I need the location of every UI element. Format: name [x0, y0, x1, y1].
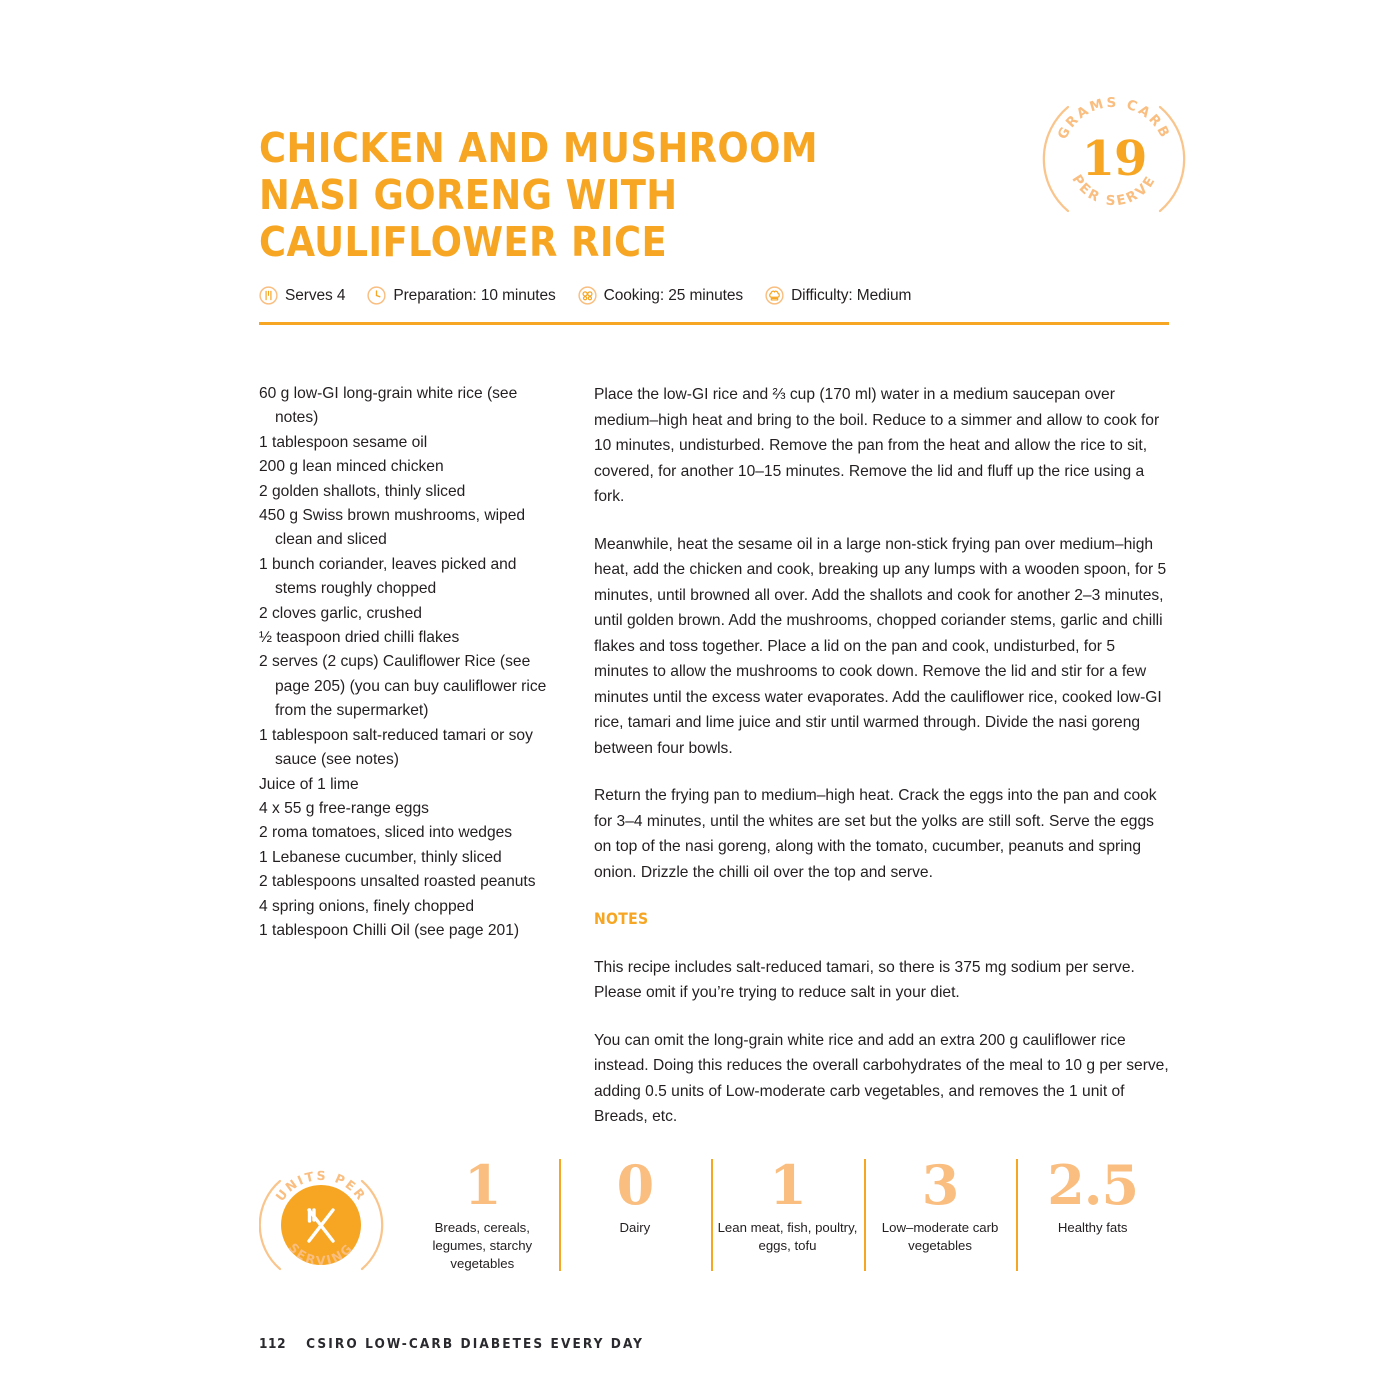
- stovetop-icon: [578, 286, 597, 305]
- meta-item-serves: [259, 286, 345, 305]
- unit-column-low-moderate-carb: [864, 1155, 1017, 1273]
- carb-badge-bottom-text: PER SERVE: [1068, 171, 1160, 210]
- ingredient-item: 4 spring onions, finely chopped: [259, 897, 474, 915]
- grams-carb-badge: [1040, 85, 1188, 233]
- method-paragraph: Place the low-GI rice and ⅔ cup (170 ml) water in a medium saucepan over medium–high heat and bring to the boil. Reduce to a simmer and allow to cook for 10 minutes, undisturbed. Remove the pan from the heat and allow the rice to sit, covered, for another 10–15 minutes. Remove the lid and fluff up the rice using a fork.: [594, 386, 1160, 505]
- units-per-serving-badge: [259, 1155, 384, 1295]
- carb-badge-value: 19: [1081, 131, 1147, 187]
- book-title: CSIRO LOW-CARB DIABETES EVERY DAY: [306, 1336, 645, 1352]
- unit-value: 3: [921, 1153, 959, 1217]
- recipe-meta-row: [259, 286, 1169, 305]
- units-badge-top-text: UNITS PER: [272, 1167, 370, 1204]
- chef-hat-icon: [765, 286, 784, 305]
- ingredient-item: ½ teaspoon dried chilli flakes: [259, 629, 460, 647]
- title-line-1: CHICKEN AND MUSHROOM: [259, 124, 819, 173]
- ingredient-item: 2 roma tomatoes, sliced into wedges: [259, 824, 513, 842]
- ingredient-item: 2 cloves garlic, crushed: [259, 604, 422, 622]
- ingredient-item: Juice of 1 lime: [259, 775, 359, 793]
- ingredients-list: [259, 382, 559, 943]
- ingredient-item: 450 g Swiss brown mushrooms, wiped clean and sliced: [259, 507, 526, 549]
- ingredient-item: 1 Lebanese cucumber, thinly sliced: [259, 848, 502, 866]
- unit-value: 2.5: [1047, 1153, 1139, 1217]
- ingredient-item: 1 tablespoon Chilli Oil (see page 201): [259, 921, 520, 939]
- method-column: [594, 382, 1170, 1130]
- meta-label-serves: Serves 4: [285, 286, 346, 304]
- method-paragraph: Return the frying pan to medium–high heat. Crack the eggs into the pan and cook for 3–4 minutes, until the whites are set but the yolks are still soft. Serve the eggs on top of the nasi goreng, along with the tomato, cucumber, peanuts and spring onion. Drizzle the chilli oil over the top and serve.: [594, 787, 1157, 881]
- unit-columns: [406, 1155, 1169, 1273]
- title-line-2: NASI GORENG WITH: [259, 171, 678, 220]
- unit-label: Lean meat, fish, poultry, eggs, tofu: [717, 1220, 858, 1253]
- meta-label-difficulty: Difficulty: Medium: [791, 286, 912, 304]
- title-line-3: CAULIFLOWER RICE: [259, 218, 668, 267]
- unit-column-dairy: [559, 1155, 712, 1273]
- page-number: 112: [259, 1336, 287, 1352]
- clock-icon: [367, 286, 386, 305]
- unit-column-lean-meat: [711, 1155, 864, 1273]
- ingredient-item: 2 golden shallots, thinly sliced: [259, 482, 466, 500]
- unit-value: 1: [464, 1153, 501, 1217]
- units-badge-graphic: [259, 1155, 384, 1295]
- unit-label: Breads, cereals, legumes, starchy vegetables: [432, 1220, 533, 1271]
- meta-label-cooking: Cooking: 25 minutes: [603, 286, 744, 304]
- unit-column-healthy-fats: [1016, 1155, 1169, 1273]
- ingredient-item: 1 tablespoon salt-reduced tamari or soy sauce (see notes): [259, 726, 533, 769]
- ingredient-item: 1 tablespoon sesame oil: [259, 433, 428, 451]
- unit-label: Low–moderate carb vegetables: [881, 1220, 999, 1253]
- unit-column-breads: [406, 1155, 559, 1273]
- meta-item-preparation: [367, 286, 555, 305]
- ingredient-item: 2 serves (2 cups) Cauliflower Rice (see page 205) (you can buy cauliflower rice from the supermarket): [259, 653, 547, 720]
- ingredient-item: 4 x 55 g free-range eggs: [259, 799, 429, 817]
- meta-item-cooking: [578, 286, 743, 305]
- meta-label-preparation: Preparation: 10 minutes: [393, 286, 556, 304]
- notes-heading: NOTES: [594, 910, 649, 928]
- unit-value: 1: [769, 1153, 806, 1217]
- meta-divider-rule: [259, 322, 1169, 325]
- unit-label: Dairy: [619, 1220, 651, 1235]
- notes-paragraph: This recipe includes salt-reduced tamari, so there is 375 mg sodium per serve. Please omit if you’re trying to reduce salt in your diet.: [594, 958, 1135, 1001]
- cutlery-icon: [259, 286, 278, 305]
- page-title: [259, 125, 1019, 266]
- method-paragraph: Meanwhile, heat the sesame oil in a large non-stick frying pan over medium–high heat, add the chicken and cook, breaking up any lumps with a wooden spoon, for 5 minutes, until browned all over. Add the shallots and cook for another 2–3 minutes, until golden brown. Add the mushrooms, chopped coriander stems, garlic and chilli flakes and toss together. Place a lid on the pan and cook, undisturbed, for 5 minutes to allow the mushrooms to cook down. Remove the lid and stir for a few minutes until the excess water evaporates. Add the cauliflower rice, cooked low-GI rice, tamari and lime juice and stir until warmed through. Divide the nasi goreng between four bowls.: [594, 535, 1167, 757]
- notes-paragraph: You can omit the long-grain white rice and add an extra 200 g cauliflower rice instead. Doing this reduces the overall carbohydrates of the meal to 10 g per serve, adding 0.5 units of Low-moderate carb vegetables, and removes the 1 unit of Breads, etc.: [594, 1031, 1169, 1125]
- unit-label: Healthy fats: [1057, 1220, 1128, 1235]
- unit-value: 0: [616, 1153, 654, 1217]
- ingredient-item: 60 g low-GI long-grain white rice (see notes): [259, 385, 518, 427]
- ingredient-item: 1 bunch coriander, leaves picked and stems roughly chopped: [259, 555, 517, 598]
- units-per-serving-section: [259, 1155, 1169, 1300]
- ingredient-item: 200 g lean minced chicken: [259, 458, 444, 476]
- meta-item-difficulty: [765, 286, 911, 305]
- units-badge-bottom-text: SERVING: [285, 1239, 357, 1269]
- page-footer: [259, 1336, 644, 1352]
- ingredient-item: 2 tablespoons unsalted roasted peanuts: [259, 873, 536, 891]
- carb-badge-top-text: GRAMS CARB: [1054, 94, 1174, 143]
